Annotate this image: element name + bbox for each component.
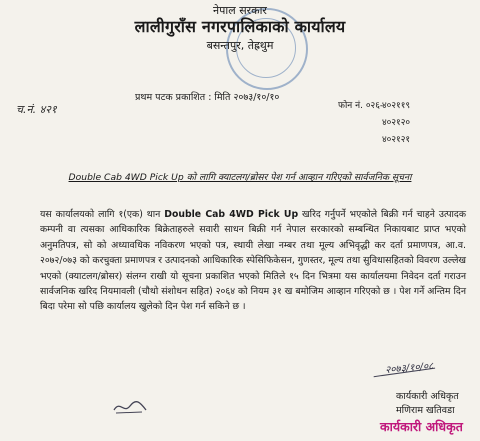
initials-signature: [112, 398, 148, 416]
reference-number: च.नं. ४२१: [16, 103, 57, 116]
publication-date: प्रथम पटक प्रकाशित : मिति २०७३/१०/१०: [135, 92, 280, 103]
officer-stamp: कार्यकारी अधिकृत: [380, 419, 463, 434]
office-name: लालीगुराँस नगरपालिकाको कार्यालय: [134, 17, 346, 36]
notice-body: [40, 207, 466, 315]
office-address: बसन्तपुर, तेह्रथुम: [206, 39, 274, 52]
vehicle-name: Double Cab 4WD Pick Up: [164, 209, 299, 220]
government-name: नेपाल सरकार: [213, 4, 267, 17]
notice-title: Double Cab 4WD Pick Up को लागि क्याटलग/ब्रोसर पेश गर्न आव्हान गरिएको सार्वजनिक सूचना: [68, 172, 412, 183]
body-text-part: यस कार्यालयको लागि १(एक) थान: [40, 209, 165, 220]
signature-date: २०७३/१०/०८: [384, 360, 434, 377]
phone-number: ४०२११९: [382, 101, 411, 111]
phone-label: फोन नं. ०२६-: [338, 101, 384, 111]
phone-number: ४०२१२०: [382, 118, 411, 128]
signatory-name: मणिराम खतिवडा: [396, 405, 455, 416]
phone-number: ४०२१२१: [382, 135, 411, 145]
body-text-part: खरिद गर्नुपर्ने भएकोले बिक्री गर्न चाहने उत्पादक कम्पनी वा त्यसका आधिकारिक बिक्रेताहरुले सवारी साधन बिक्री गर्न नेपाल सरकारको सम्बन्धित निकायबाट प्राप्त भएको अनुमतिपत्र, सो को अध्यावधिक नविकरण भएको पत्र, स्थायी लेखा नम्बर तथा मूल्य अभिवृद्धी कर दर्ता प्रमाणपत्र, आ.व. २०७२/०७३ को करचुक्ता प्रमाणपत्र र उत्पादनको आधिकारिक स्पेसिफिकेसन, गुणस्तर, मूल्य तथा सुविधासहितको विवरण उल्लेख भएको (क्याटलग/ब्रोसर) संलग्न राखी यो सूचना प्रकाशित भएको मितिले १५ दिन भित्रमा यस कार्यालयमा निवेदन दर्ता गराउन सार्वजनिक खरिद नियमावली (चौथो संशोधन सहित) २०६४ को नियम ३१ ख बमोजिम आव्हान गरिएको छ । पेश गर्ने अन्तिम दिन बिदा परेमा सो पछि कार्यालय खुलेको दिन पेश गर्न सकिने छ ।: [40, 209, 466, 313]
signatory-title: कार्यकारी अधिकृत: [396, 391, 459, 402]
